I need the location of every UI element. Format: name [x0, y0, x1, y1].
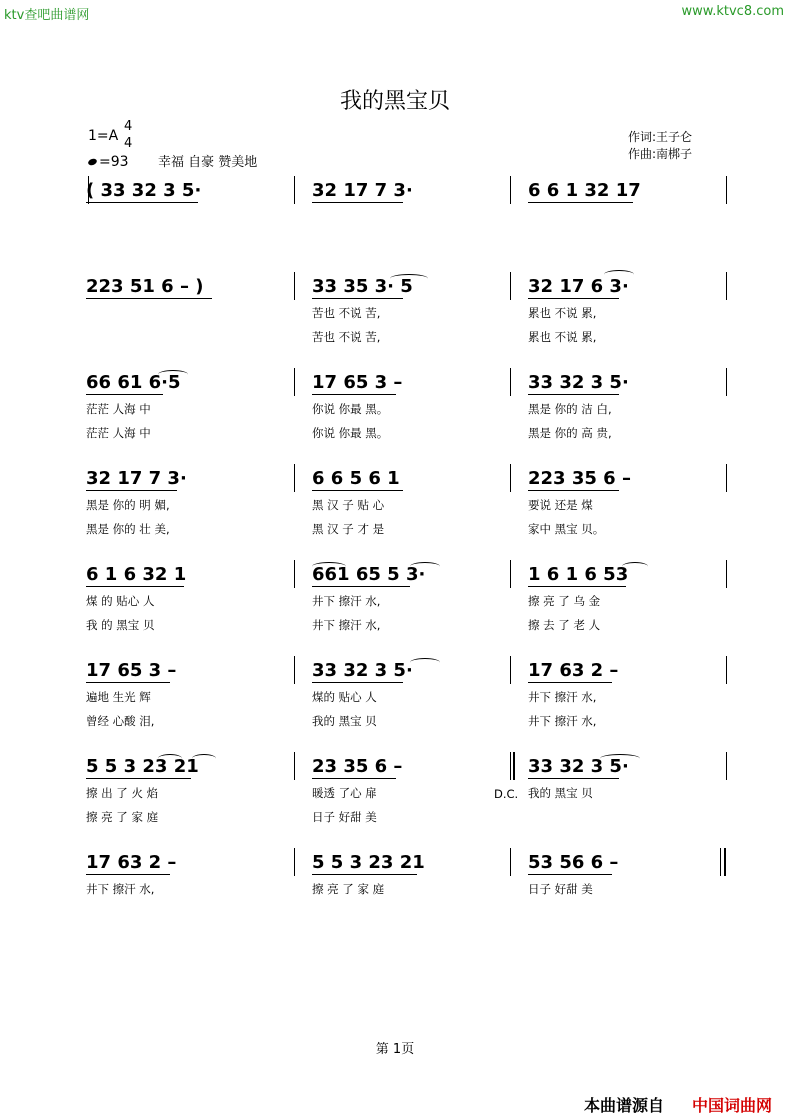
measure-notes: 17 65 3 – — [312, 372, 403, 393]
dc-marking: D.C. — [494, 787, 519, 801]
barline — [294, 272, 295, 300]
eighth-beam — [86, 778, 191, 779]
barline — [726, 272, 727, 300]
lyric-verse-1: 擦 亮 了 家 庭 — [312, 882, 385, 896]
barline — [510, 272, 511, 300]
eighth-beam — [312, 394, 396, 395]
time-signature — [124, 118, 132, 152]
measure-notes: 53 56 6 – — [528, 852, 619, 873]
slur-mark — [600, 754, 640, 763]
measure-notes: 17 63 2 – — [86, 852, 177, 873]
eighth-beam — [86, 394, 163, 395]
lyric-verse-1: 井下 擦汗 水, — [312, 594, 381, 608]
source-label: 本曲谱源自 — [584, 1096, 665, 1115]
lyric-verse-1: 累也 不说 累, — [528, 306, 597, 320]
measure-notes: 17 63 2 – — [528, 660, 619, 681]
eighth-beam — [312, 490, 403, 491]
final-barline-thin — [720, 848, 721, 876]
tempo-value: =93 — [99, 154, 129, 170]
repeat-barline-thin — [510, 752, 511, 780]
eighth-beam — [86, 298, 212, 299]
eighth-beam — [312, 874, 417, 875]
eighth-beam — [86, 490, 177, 491]
lyric-verse-1: 日子 好甜 美 — [528, 882, 593, 896]
composer-credit: 作曲:南梆子 — [628, 147, 693, 161]
measure-notes: 1 6 1 6 53 — [528, 564, 629, 585]
repeat-barline-thick — [513, 752, 515, 780]
eighth-beam — [312, 202, 403, 203]
lyric-verse-1: 我的 黑宝 贝 — [528, 786, 593, 800]
measure-notes: 33 35 3· 5 — [312, 276, 413, 297]
measure-notes: 6 6 5 6 1 — [312, 468, 400, 489]
lyric-verse-1: 煤 的 贴心 人 — [86, 594, 155, 608]
measure-notes: 223 51 6 – ) — [86, 276, 204, 297]
barline — [294, 176, 295, 204]
lyric-verse-2: 我 的 黑宝 贝 — [86, 618, 155, 632]
eighth-beam — [528, 586, 626, 587]
lyric-verse-2: 你说 你最 黑。 — [312, 426, 389, 440]
eighth-beam — [528, 394, 619, 395]
lyric-verse-1: 你说 你最 黑。 — [312, 402, 389, 416]
measure-notes: 6 1 6 32 1 — [86, 564, 187, 585]
measure-notes: 33 32 3 5· — [528, 372, 629, 393]
measure-notes: 33 32 3 5· — [528, 756, 629, 777]
slur-mark — [158, 370, 188, 379]
measure-notes: 17 65 3 – — [86, 660, 177, 681]
slur-mark — [410, 562, 440, 571]
lyricist-credit: 作词:王子仑 — [628, 130, 693, 144]
lyric-verse-2: 黑 汉 子 才 是 — [312, 522, 385, 536]
eighth-beam — [86, 874, 170, 875]
barline — [294, 656, 295, 684]
time-signature-top: 4 — [124, 119, 133, 134]
eighth-beam — [312, 298, 403, 299]
lyric-verse-2: 井下 擦汗 水, — [312, 618, 381, 632]
lyric-verse-2: 我的 黑宝 贝 — [312, 714, 377, 728]
barline — [510, 848, 511, 876]
measure-notes: 661 65 5 3· — [312, 564, 426, 585]
measure-notes: 6 6 1 32 17 — [528, 180, 641, 201]
lyric-verse-1: 苦也 不说 苦, — [312, 306, 381, 320]
lyric-verse-1: 要说 还是 煤 — [528, 498, 593, 512]
eighth-beam — [86, 202, 198, 203]
barline — [726, 752, 727, 780]
tempo-marking — [88, 154, 129, 170]
quarter-note-icon — [87, 158, 98, 167]
barline — [294, 848, 295, 876]
eighth-beam — [528, 778, 619, 779]
lyric-verse-2: 茫茫 人海 中 — [86, 426, 151, 440]
slur-mark — [158, 754, 182, 763]
lyric-verse-1: 擦 亮 了 乌 金 — [528, 594, 601, 608]
lyric-verse-2: 家中 黑宝 贝。 — [528, 522, 605, 536]
lyric-verse-2: 井下 擦汗 水, — [528, 714, 597, 728]
song-title: 我的黑宝贝 — [339, 89, 450, 114]
lyric-verse-1: 井下 擦汗 水, — [86, 882, 155, 896]
eighth-beam — [528, 682, 612, 683]
measure-notes: 23 35 6 – — [312, 756, 403, 777]
eighth-beam — [86, 586, 184, 587]
slur-mark — [390, 274, 428, 283]
measure-notes: 5 5 3 23 21 — [86, 756, 199, 777]
lyric-verse-2: 黑是 你的 高 贵, — [528, 426, 612, 440]
barline — [510, 368, 511, 396]
key-signature: 1=A — [88, 128, 119, 144]
eighth-beam — [86, 682, 170, 683]
watermark-right: www.ktvc8.com — [681, 4, 784, 19]
lyric-verse-1: 煤的 贴心 人 — [312, 690, 377, 704]
barline — [510, 656, 511, 684]
final-barline-thick — [724, 848, 726, 876]
slur-mark — [622, 562, 648, 571]
eighth-beam — [312, 778, 396, 779]
lyric-verse-2: 擦 亮 了 家 庭 — [86, 810, 159, 824]
lyric-verse-1: 遍地 生光 辉 — [86, 690, 151, 704]
eighth-beam — [528, 874, 612, 875]
barline — [726, 176, 727, 204]
slur-mark — [410, 658, 440, 667]
lyric-verse-1: 黑是 你的 明 媚, — [86, 498, 170, 512]
lyric-verse-1: 井下 擦汗 水, — [528, 690, 597, 704]
barline — [726, 560, 727, 588]
lyric-verse-1: 黑 汉 子 贴 心 — [312, 498, 385, 512]
page-number: 第 1页 — [375, 1042, 415, 1057]
source-site: 中国词曲网 — [692, 1096, 773, 1115]
time-signature-bottom: 4 — [124, 136, 133, 151]
watermark-left: ktv查吧曲谱网 — [4, 8, 90, 23]
eighth-beam — [312, 586, 410, 587]
barline — [726, 464, 727, 492]
measure-notes: 32 17 6 3· — [528, 276, 629, 297]
expression-marking: 幸福 自豪 赞美地 — [158, 155, 258, 170]
lyric-verse-1: 擦 出 了 火 焰 — [86, 786, 159, 800]
measure-notes: 33 32 3 5· — [312, 660, 413, 681]
eighth-beam — [528, 490, 619, 491]
barline — [294, 752, 295, 780]
measure-notes: ( 33 32 3 5· — [86, 180, 202, 201]
barline — [510, 560, 511, 588]
barline — [294, 464, 295, 492]
barline — [726, 368, 727, 396]
barline — [294, 368, 295, 396]
lyric-verse-2: 擦 去 了 老 人 — [528, 618, 601, 632]
slur-mark — [312, 562, 346, 571]
eighth-beam — [312, 682, 403, 683]
measure-notes: 223 35 6 – — [528, 468, 631, 489]
measure-notes: 32 17 7 3· — [312, 180, 413, 201]
measure-notes: 32 17 7 3· — [86, 468, 187, 489]
lyric-verse-1: 茫茫 人海 中 — [86, 402, 151, 416]
barline — [510, 464, 511, 492]
lyric-verse-2: 苦也 不说 苦, — [312, 330, 381, 344]
eighth-beam — [528, 202, 633, 203]
lyric-verse-2: 黑是 你的 壮 美, — [86, 522, 170, 536]
measure-notes: 66 61 6·5 — [86, 372, 181, 393]
slur-mark — [604, 270, 634, 279]
lyric-verse-1: 黑是 你的 洁 白, — [528, 402, 612, 416]
lyric-verse-1: 暖透 了心 扉 — [312, 786, 377, 800]
lyric-verse-2: 累也 不说 累, — [528, 330, 597, 344]
barline — [726, 656, 727, 684]
barline — [510, 176, 511, 204]
slur-mark — [192, 754, 216, 763]
measure-notes: 5 5 3 23 21 — [312, 852, 425, 873]
lyric-verse-2: 日子 好甜 美 — [312, 810, 377, 824]
lyric-verse-2: 曾经 心酸 泪, — [86, 714, 155, 728]
eighth-beam — [528, 298, 619, 299]
barline — [294, 560, 295, 588]
